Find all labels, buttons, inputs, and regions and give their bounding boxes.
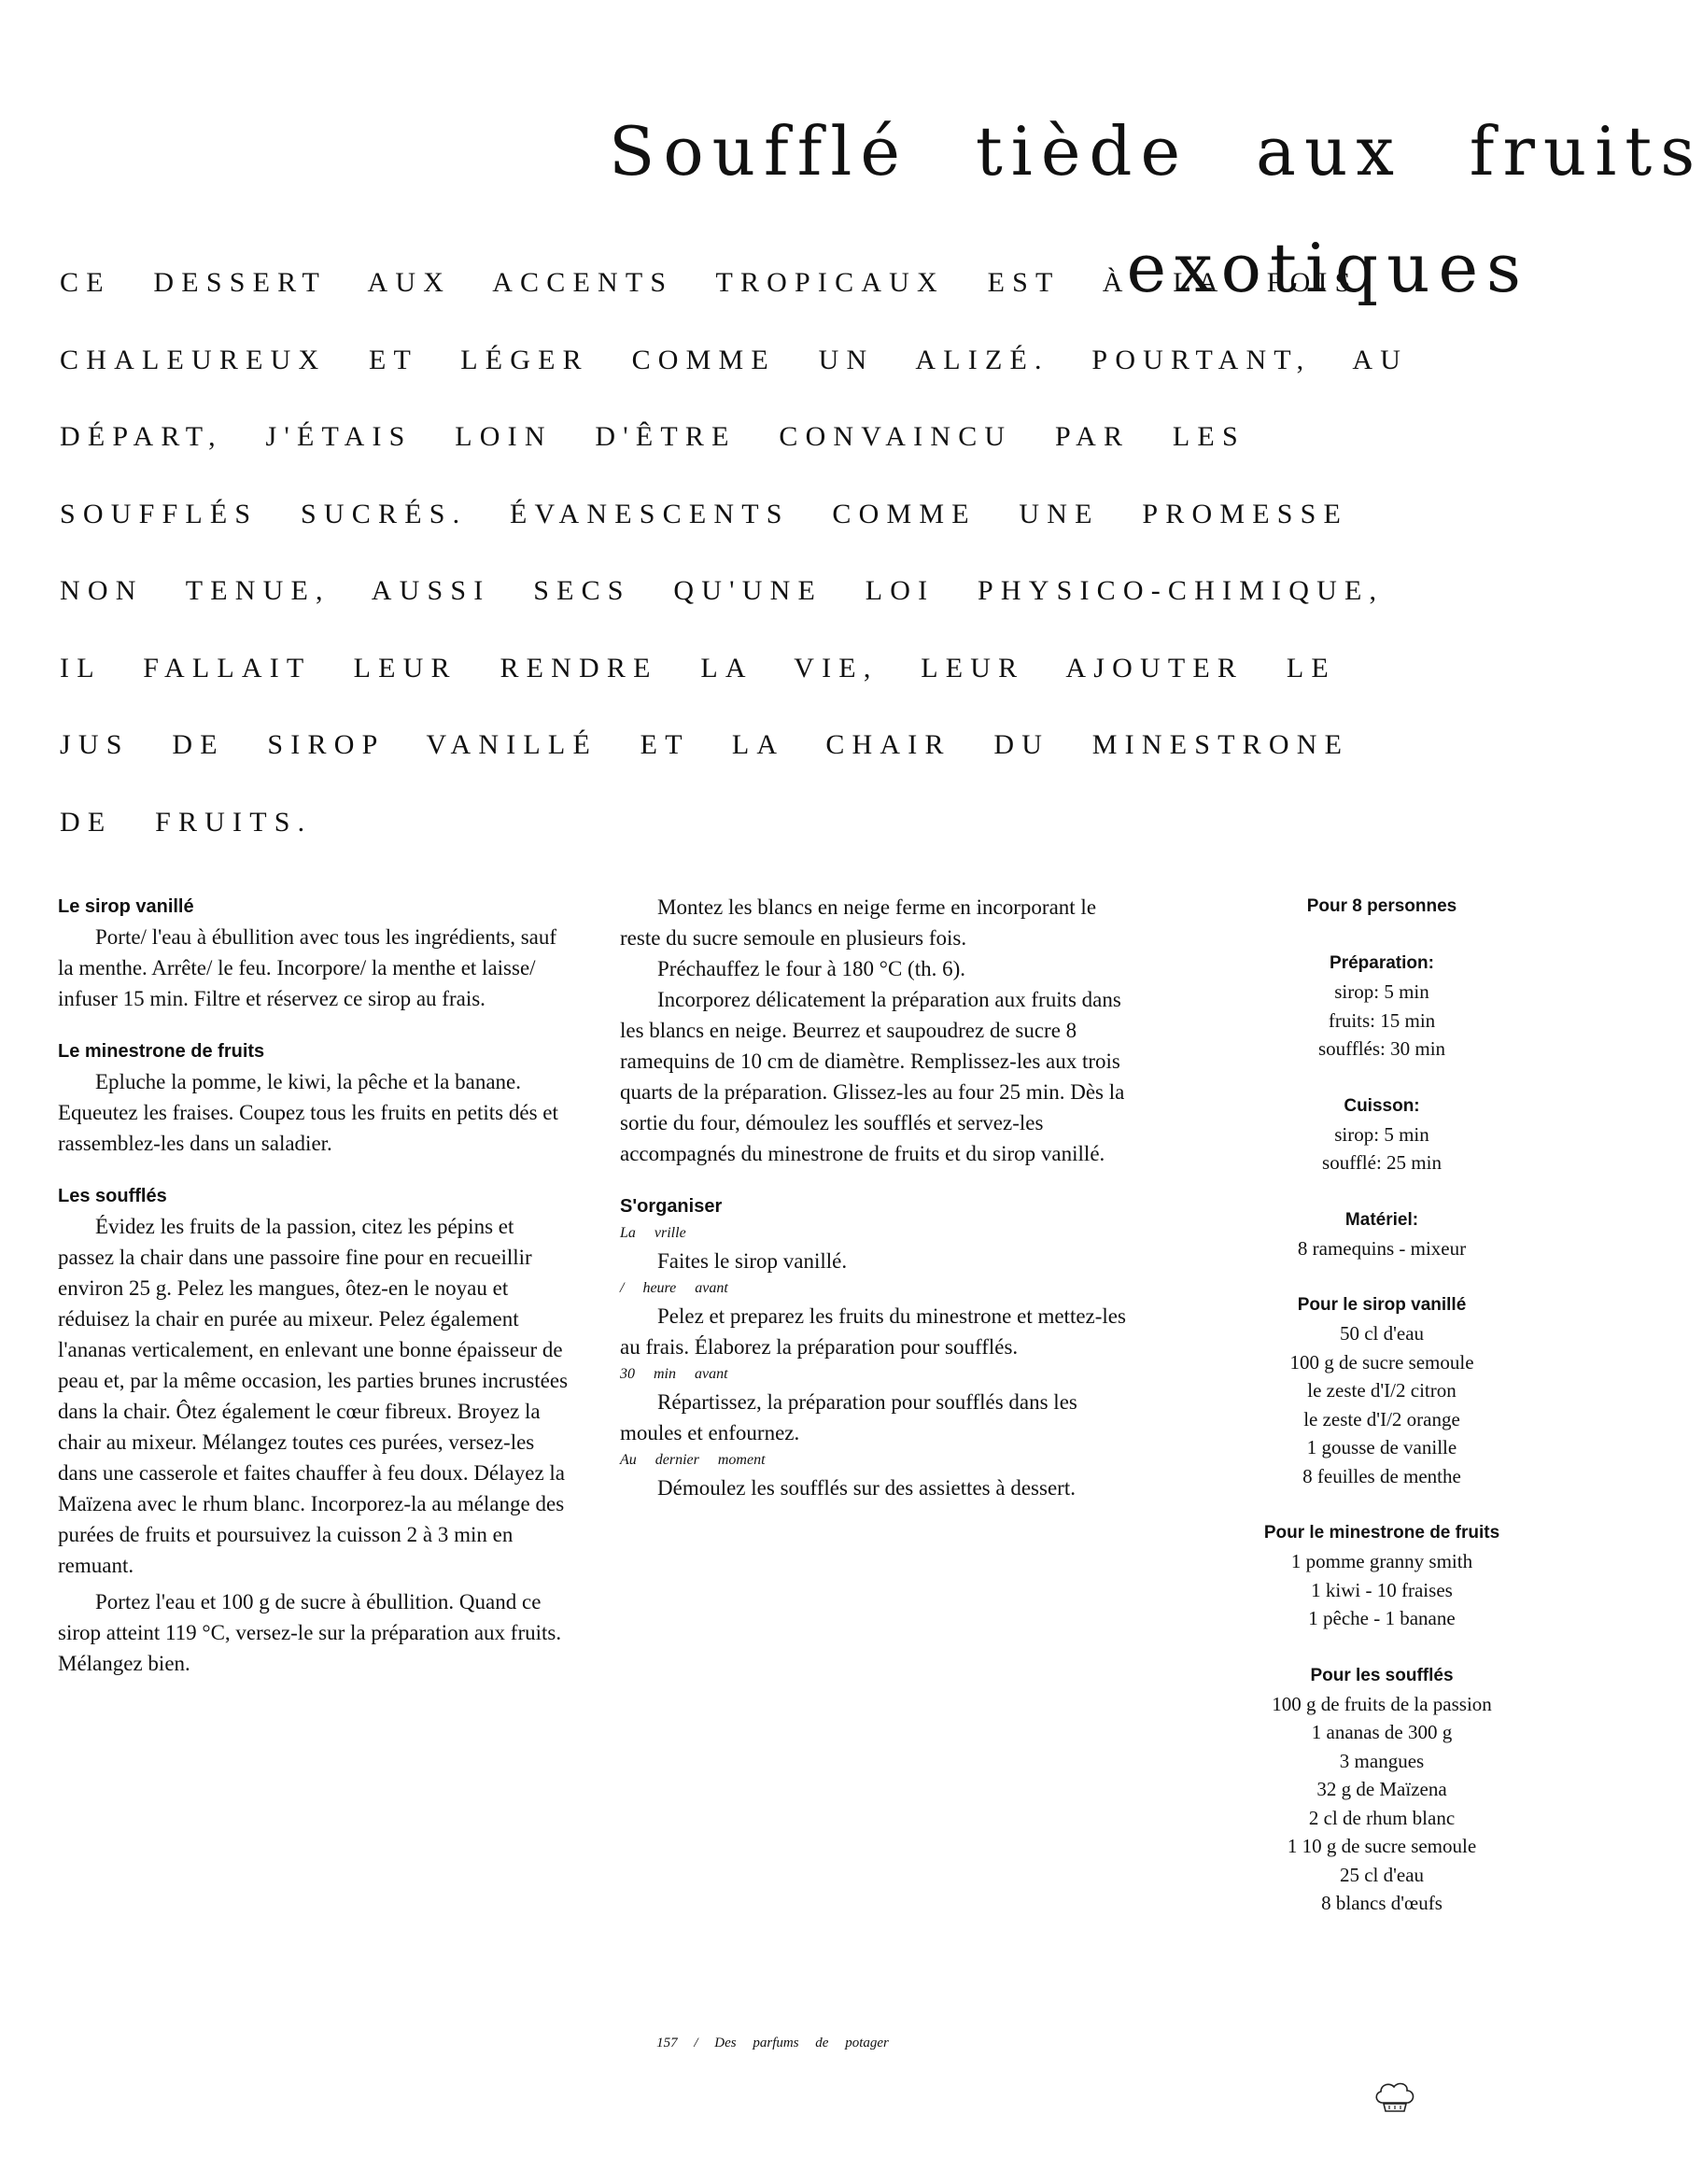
timing-label: La vrille: [620, 1225, 686, 1241]
prep-item: sirop: 5 min: [1334, 980, 1429, 1003]
ingredient-item: 1 ananas de 300 g: [1311, 1721, 1453, 1743]
materiel-item: 8 ramequins - mixeur: [1297, 1236, 1467, 1260]
souffles-paragraph-5: Incorporez délicatement la préparation aux fruits dans les blancs en neige. Beurrez et saupoudrez de sucre 8 ramequins de 10 cm de diamètre. Remplissez-les aux trois quarts de la préparation. Glissez-les au four 25 min. Dès la sortie du four, démoulez les soufflés et servez-les accompagnés du minestrone de fruits et du sirop vanillé.: [620, 988, 1125, 1165]
column-middle: [620, 892, 1138, 1503]
organiser-step: Démoulez les soufflés sur des assiettes à dessert.: [657, 1476, 1076, 1500]
timing-label: / heure avant: [620, 1280, 728, 1296]
section-heading-minestrone: Le minestrone de fruits: [58, 1041, 265, 1062]
ingredients-heading-sirop: Pour le sirop vanillé: [1297, 1295, 1467, 1315]
ingredient-item: 25 cl d'eau: [1339, 1863, 1425, 1886]
column-left: [58, 892, 571, 1679]
ingredient-item: 2 cl de rhum blanc: [1308, 1806, 1456, 1829]
prep-item: soufflés: 30 min: [1317, 1037, 1446, 1060]
ingredient-item: 8 blancs d'œufs: [1321, 1892, 1443, 1914]
serves-label: Pour 8 personnes: [1306, 896, 1457, 916]
cook-item: soufflé: 25 min: [1322, 1151, 1442, 1174]
organiser-step: Répartissez, la préparation pour soufflés dans les moules et enfournez.: [620, 1390, 1077, 1444]
ingredient-item: 1 pomme granny smith: [1290, 1550, 1473, 1572]
ingredient-item: 1 pêche - 1 banane: [1308, 1607, 1456, 1629]
cook-heading: Cuisson:: [1344, 1095, 1420, 1116]
cook-item: sirop: 5 min: [1334, 1122, 1429, 1146]
intro-paragraph: CE DESSERT AUX ACCENTS TROPICAUX EST À LA FOIS CHALEUREUX ET LÉGER COMME UN ALIZÉ. POURTANT, AU DÉPART, J'ÉTAIS LOIN D'ÊTRE CONVAINCU PAR LES SOUFFLÉS SUCRÉS. ÉVANESCENTS COMME UNE PROMESSE NON TENUE, AUSSI SECS QU'UNE LOI PHYSICO-CHIMIQUE, IL FALLAIT LEUR RENDRE LA VIE, LEUR AJOUTER LE JUS DE SIROP VANILLÉ ET LA CHAIR DU MINESTRONE DE FRUITS.: [60, 267, 1409, 838]
materiel-heading: Matériel:: [1344, 1209, 1419, 1230]
ingredient-item: 1 gousse de vanille: [1306, 1436, 1457, 1458]
organiser-step: Pelez et preparez les fruits du minestrone et mettez-les au frais. Élaborez la préparation pour soufflés.: [620, 1304, 1126, 1359]
ingredients-heading-souffles: Pour les soufflés: [1310, 1665, 1454, 1685]
ingredient-item: 3 mangues: [1339, 1749, 1425, 1772]
timing-label: Au dernier moment: [620, 1452, 766, 1468]
ingredient-item: 32 g de Maïzena: [1316, 1778, 1447, 1800]
page-title-line-2: exotiques: [1126, 229, 1529, 307]
ingredients-heading-minestrone: Pour le minestrone de fruits: [1263, 1523, 1500, 1543]
souffles-paragraph-4: Préchauffez le four à 180 °C (th. 6).: [657, 957, 966, 980]
ingredient-item: 1 10 g de sucre semoule: [1287, 1835, 1477, 1857]
organiser-step: Faites le sirop vanillé.: [657, 1249, 848, 1273]
timing-label: 30 min avant: [620, 1366, 728, 1382]
ingredient-item: 50 cl d'eau: [1339, 1322, 1425, 1345]
sirop-text: Porte/ l'eau à ébullition avec tous les ingrédients, sauf la menthe. Arrête/ le feu. Incorpore/ la menthe et laisse/ infuser 15 min. Filtre et réservez ce sirop au frais.: [58, 925, 557, 1010]
section-heading-organiser: S'organiser: [620, 1196, 723, 1217]
ingredient-item: 1 kiwi - 10 fraises: [1311, 1578, 1453, 1601]
ingredient-item: 100 g de fruits de la passion: [1272, 1692, 1492, 1715]
souffles-paragraph-1: Évidez les fruits de la passion, citez les pépins et passez la chair dans une passoire fine pour en recueillir environ 25 g. Pelez les mangues, ôtez-en le noyau et réduisez la chair en purée au mixeur. Pelez également l'ananas verticalement, en enlevant une bonne épaisseur de peau et, par la même occasion, les parties brunes incrustées dans la chair. Ôtez également le cœur fibreux. Broyez la chair au mixeur. Mélangez toutes ces purées, versez-les dans une casserole et faites chauffer à feu doux. Délayez la Maïzena avec le rhum blanc. Incorporez-la au mélange des purées de fruits et poursuivez la cuisson 2 à 3 min en remuant.: [58, 1215, 569, 1577]
page-title-line-1: Soufflé tiède aux fruits: [609, 112, 1703, 190]
souffles-paragraph-2: Portez l'eau et 100 g de sucre à ébullition. Quand ce sirop atteint 119 °C, versez-le sur la préparation aux fruits. Mélangez bien.: [58, 1590, 562, 1675]
prep-heading: Préparation:: [1330, 953, 1434, 973]
section-heading-sirop: Le sirop vanillé: [58, 896, 194, 917]
souffles-paragraph-3: Montez les blancs en neige ferme en incorporant le reste du sucre semoule en plusieurs fois.: [620, 895, 1097, 950]
section-heading-souffles: Les soufflés: [58, 1186, 167, 1206]
ingredient-item: le zeste d'I/2 citron: [1307, 1379, 1457, 1402]
chef-hat-icon: [1372, 2078, 1417, 2116]
column-sidebar: [1228, 892, 1536, 1918]
ingredient-item: le zeste d'I/2 orange: [1303, 1407, 1460, 1430]
ingredient-item: 100 g de sucre semoule: [1289, 1350, 1474, 1374]
ingredient-item: 8 feuilles de menthe: [1302, 1464, 1461, 1487]
page-footer: 157 / Des parfums de potager: [656, 2036, 889, 2050]
minestrone-text: Epluche la pomme, le kiwi, la pêche et la banane. Equeutez les fraises. Coupez tous les fruits en petits dés et rassemblez-les dans un saladier.: [58, 1070, 558, 1155]
prep-item: fruits: 15 min: [1328, 1008, 1436, 1032]
